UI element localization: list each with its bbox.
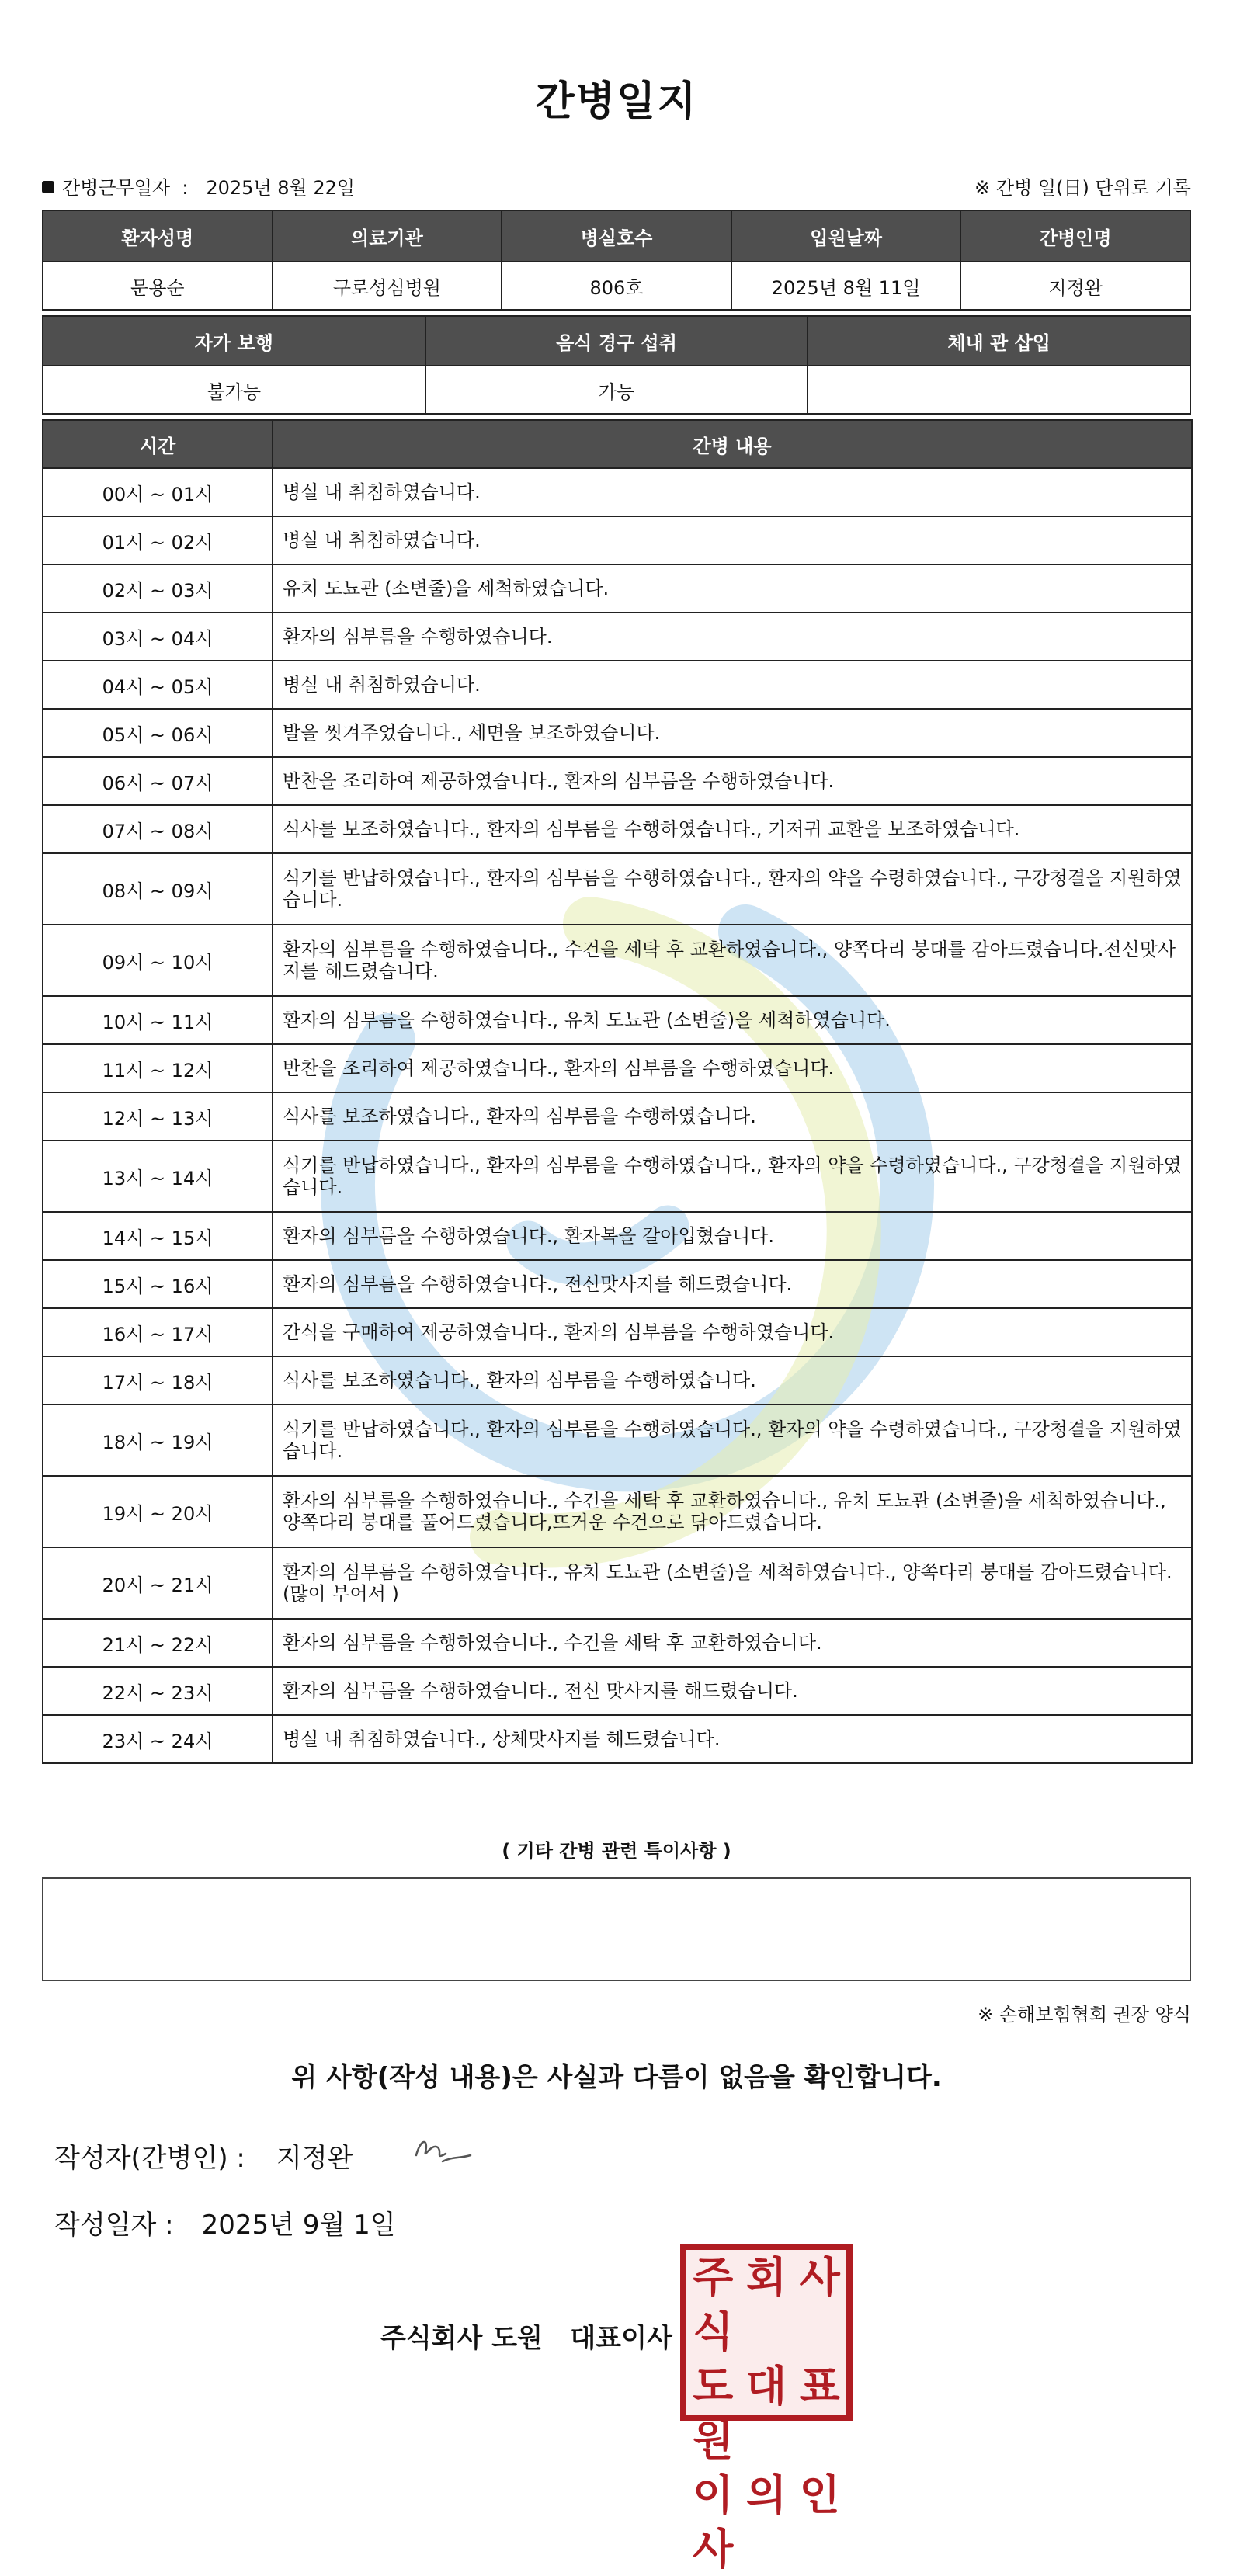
admission-date: 2025년 8월 11일 [731,262,961,310]
care-content: 식사를 보조하였습니다., 환자의 심부름을 수행하였습니다. [273,1092,1192,1140]
care-content: 병실 내 취침하였습니다. [273,468,1192,516]
header-caregiver-name: 간병인명 [960,210,1190,262]
care-time: 21시 ~ 22시 [43,1619,273,1667]
recommend-note: ※ 손해보험협회 권장 양식 [978,2004,1191,2026]
care-time: 04시 ~ 05시 [43,661,273,709]
care-log-row [43,996,1192,1044]
care-content: 발을 씻겨주었습니다., 세면을 보조하였습니다. [273,709,1192,757]
care-log-row [43,1715,1192,1763]
care-time: 14시 ~ 15시 [43,1212,273,1260]
writer-line [54,2137,353,2175]
care-content: 식기를 반납하였습니다., 환자의 심부름을 수행하였습니다., 환자의 약을 수령하였습니다., 구강청결을 지원하였습니다. [273,853,1192,925]
tube-insertion-status [808,366,1190,414]
care-log-row [43,1308,1192,1356]
walking-status: 불가능 [43,366,425,414]
care-log-row [43,1092,1192,1140]
care-log-row [43,1619,1192,1667]
care-log-row [43,1212,1192,1260]
care-log-row [43,853,1192,925]
patient-status-table [42,315,1191,415]
care-time: 16시 ~ 17시 [43,1308,273,1356]
patient-name: 문용순 [43,262,273,310]
writer-name: 지정완 [276,2143,353,2174]
work-date-separator: : [182,177,189,199]
care-log-row [43,1404,1192,1476]
write-date-label: 작성일자 : [54,2210,174,2241]
care-log-row [43,661,1192,709]
status-header-row [43,316,1190,366]
care-log-row [43,468,1192,516]
header-walking: 자가 보행 [43,316,425,366]
header-patient-name: 환자성명 [43,210,273,262]
care-time: 07시 ~ 08시 [43,805,273,853]
care-time: 22시 ~ 23시 [43,1667,273,1715]
header-oral-intake: 음식 경구 섭취 [425,316,808,366]
signature-icon [412,2132,477,2168]
care-time: 11시 ~ 12시 [43,1044,273,1092]
care-content: 식기를 반납하였습니다., 환자의 심부름을 수행하였습니다., 환자의 약을 수령하였습니다., 구강청결을 지원하였습니다. [273,1404,1192,1476]
writer-label: 작성자(간병인) : [54,2143,245,2174]
care-content: 환자의 심부름을 수행하였습니다., 전신 맛사지를 해드렸습니다. [273,1667,1192,1715]
patient-info-table [42,210,1191,311]
care-content: 환자의 심부름을 수행하였습니다., 수건을 세탁 후 교환하였습니다. [273,1619,1192,1667]
care-log-row [43,1260,1192,1308]
care-log-row [43,1356,1192,1404]
care-time: 12시 ~ 13시 [43,1092,273,1140]
care-content: 반찬을 조리하여 제공하였습니다., 환자의 심부름을 수행하였습니다. [273,757,1192,805]
care-time: 06시 ~ 07시 [43,757,273,805]
care-time: 17시 ~ 18시 [43,1356,273,1404]
care-log-header-row [43,420,1192,468]
oral-intake-status: 가능 [425,366,808,414]
care-time: 09시 ~ 10시 [43,925,273,996]
status-value-row [43,366,1190,414]
care-content: 병실 내 취침하였습니다. [273,516,1192,564]
care-content: 간식을 구매하여 제공하였습니다., 환자의 심부름을 수행하였습니다. [273,1308,1192,1356]
work-date [42,172,355,200]
care-log-row [43,757,1192,805]
care-log-row [43,1547,1192,1619]
care-time: 00시 ~ 01시 [43,468,273,516]
care-log-row [43,1476,1192,1547]
unit-note: ※ 간병 일(日) 단위로 기록 [974,177,1191,199]
header-time: 시간 [43,420,273,468]
header-care-content: 간병 내용 [273,420,1192,468]
care-log-row [43,1140,1192,1212]
care-log-row [43,564,1192,613]
header-hospital: 의료기관 [273,210,502,262]
document-title: 간병일지 [535,78,698,125]
patient-info-header-row [43,210,1190,262]
care-content: 환자의 심부름을 수행하였습니다. [273,613,1192,661]
care-log-row [43,805,1192,853]
care-time: 08시 ~ 09시 [43,853,273,925]
care-time: 23시 ~ 24시 [43,1715,273,1763]
care-time: 15시 ~ 16시 [43,1260,273,1308]
room-number: 806호 [502,262,731,310]
write-date-line [54,2203,396,2241]
care-log-table [42,419,1193,1764]
care-time: 05시 ~ 06시 [43,709,273,757]
work-date-value: 2025년 8월 22일 [206,177,356,199]
care-content: 반찬을 조리하여 제공하였습니다., 환자의 심부름을 수행하였습니다. [273,1044,1192,1092]
care-time: 01시 ~ 02시 [43,516,273,564]
work-date-label: 간병근무일자 [62,177,171,199]
care-content: 유치 도뇨관 (소변줄)을 세척하였습니다. [273,564,1192,613]
care-time: 19시 ~ 20시 [43,1476,273,1547]
care-log-row [43,1044,1192,1092]
care-content: 식사를 보조하였습니다., 환자의 심부름을 수행하였습니다., 기저귀 교환을 보조하였습니다. [273,805,1192,853]
care-log-row [43,1667,1192,1715]
company-seal-icon: 주식 회 사 도원 대 표 이사 의 인 [680,2244,853,2421]
caregiver-name: 지정완 [960,262,1190,310]
header-room: 병실호수 [502,210,731,262]
care-content: 식기를 반납하였습니다., 환자의 심부름을 수행하였습니다., 환자의 약을 수령하였습니다., 구강청결을 지원하였습니다. [273,1140,1192,1212]
remarks-title: ( 기타 간병 관련 특이사항 ) [502,1840,731,1862]
care-log-row [43,925,1192,996]
care-content: 병실 내 취침하였습니다. [273,661,1192,709]
care-time: 10시 ~ 11시 [43,996,273,1044]
care-log-row [43,709,1192,757]
care-log-row [43,516,1192,564]
header-tube-insertion: 체내 관 삽입 [808,316,1190,366]
meta-row [42,169,1191,200]
care-time: 20시 ~ 21시 [43,1547,273,1619]
care-time: 13시 ~ 14시 [43,1140,273,1212]
care-content: 환자의 심부름을 수행하였습니다., 전신맛사지를 해드렸습니다. [273,1260,1192,1308]
patient-info-value-row [43,262,1190,310]
bullet-square-icon [42,181,54,193]
care-log-row [43,613,1192,661]
care-content: 환자의 심부름을 수행하였습니다., 수건을 세탁 후 교환하였습니다., 유치 도뇨관 (소변줄)을 세척하였습니다., 양쪽다리 붕대를 풀어드렸습니다,뜨거운 수건으로 닦아드렸습니다. [273,1476,1192,1547]
company-name: 주식회사 도원 대표이사 [380,2323,672,2354]
header-admission-date: 입원날짜 [731,210,961,262]
care-content: 병실 내 취침하였습니다., 상체맛사지를 해드렸습니다. [273,1715,1192,1763]
care-time: 02시 ~ 03시 [43,564,273,613]
care-content: 환자의 심부름을 수행하였습니다., 유치 도뇨관 (소변줄)을 세척하였습니다., 양쪽다리 붕대를 감아드렸습니다.(많이 부어서 ) [273,1547,1192,1619]
write-date-value: 2025년 9월 1일 [201,2210,396,2241]
remarks-box [42,1877,1191,1981]
hospital-name: 구로성심병원 [273,262,502,310]
care-time: 18시 ~ 19시 [43,1404,273,1476]
care-log-body [43,468,1192,1763]
care-content: 식사를 보조하였습니다., 환자의 심부름을 수행하였습니다. [273,1356,1192,1404]
care-content: 환자의 심부름을 수행하였습니다., 환자복을 갈아입혔습니다. [273,1212,1192,1260]
care-time: 03시 ~ 04시 [43,613,273,661]
confirmation-statement: 위 사항(작성 내용)은 사실과 다름이 없음을 확인합니다. [291,2062,942,2093]
care-content: 환자의 심부름을 수행하였습니다., 수건을 세탁 후 교환하였습니다., 양쪽다리 붕대를 감아드렸습니다.전신맛사지를 해드렸습니다. [273,925,1192,996]
care-content: 환자의 심부름을 수행하였습니다., 유치 도뇨관 (소변줄)을 세척하였습니다. [273,996,1192,1044]
